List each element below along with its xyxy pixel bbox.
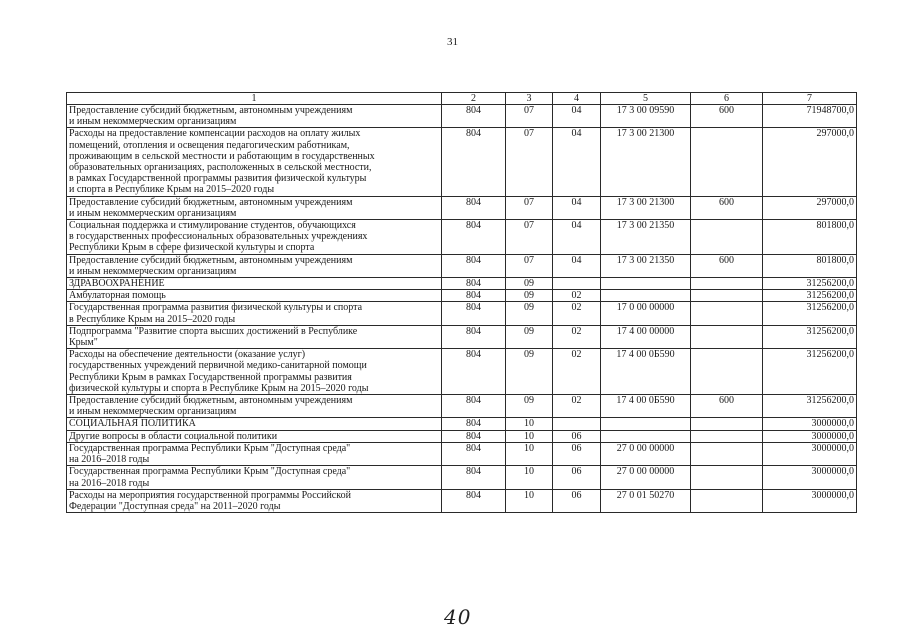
table-row (67, 302, 857, 325)
table-row (67, 395, 857, 418)
section-code: 07 (506, 196, 553, 219)
table-row (67, 349, 857, 395)
row-description-line: ЗДРАВООХРАНЕНИЕ (69, 278, 165, 290)
row-description (67, 325, 442, 348)
row-description (67, 466, 442, 489)
amount: 31256200,0 (763, 302, 857, 325)
expense-type-code (691, 220, 763, 255)
row-description-line: Социальная поддержка и стимулирование студентов, обучающихся (69, 220, 356, 232)
column-header: 2 (442, 93, 506, 105)
table-row (67, 254, 857, 277)
target-article-code: 27 0 01 50270 (601, 489, 691, 512)
ministry-code: 804 (442, 302, 506, 325)
row-description-line: помещений, отопления и освещения педагогическим работникам, (69, 139, 350, 151)
handwritten-folio-number: 40 (444, 605, 472, 629)
target-article-code (601, 430, 691, 442)
section-code: 09 (506, 395, 553, 418)
amount: 31256200,0 (763, 395, 857, 418)
subsection-code: 04 (553, 128, 601, 196)
target-article-code (601, 290, 691, 302)
subsection-code: 04 (553, 196, 601, 219)
target-article-code (601, 278, 691, 290)
ministry-code: 804 (442, 220, 506, 255)
section-code: 10 (506, 418, 553, 430)
table-row (67, 128, 857, 196)
subsection-code (553, 278, 601, 290)
column-header: 4 (553, 93, 601, 105)
expense-type-code (691, 442, 763, 465)
amount: 3000000,0 (763, 442, 857, 465)
target-article-code: 17 3 00 21350 (601, 254, 691, 277)
target-article-code: 17 3 00 21300 (601, 196, 691, 219)
ministry-code: 804 (442, 395, 506, 418)
subsection-code: 06 (553, 442, 601, 465)
section-code: 07 (506, 128, 553, 196)
amount: 801800,0 (763, 220, 857, 255)
amount: 31256200,0 (763, 290, 857, 302)
amount: 297000,0 (763, 128, 857, 196)
row-description-line: в Республике Крым на 2015–2020 годы (69, 313, 236, 325)
amount: 3000000,0 (763, 489, 857, 512)
amount: 31256200,0 (763, 278, 857, 290)
expense-type-code: 600 (691, 196, 763, 219)
amount: 31256200,0 (763, 349, 857, 395)
column-header: 7 (763, 93, 857, 105)
row-description (67, 302, 442, 325)
amount: 3000000,0 (763, 430, 857, 442)
subsection-code: 02 (553, 325, 601, 348)
row-description-line: Расходы на мероприятия государственной программы Российской (69, 489, 351, 501)
row-description-line: Амбулаторная помощь (69, 290, 166, 302)
row-description-line: на 2016–2018 годы (69, 454, 150, 466)
row-description-line: Крым" (69, 337, 98, 349)
expense-type-code (691, 128, 763, 196)
row-description-line: Государственная программа развития физической культуры и спорта (69, 302, 363, 314)
ministry-code: 804 (442, 325, 506, 348)
table-row (67, 442, 857, 465)
section-code: 09 (506, 325, 553, 348)
section-code: 09 (506, 290, 553, 302)
row-description-line: Республики Крым в сфере физической культуры и спорта (69, 242, 315, 254)
section-code: 10 (506, 430, 553, 442)
ministry-code: 804 (442, 196, 506, 219)
expense-type-code (691, 349, 763, 395)
column-header: 6 (691, 93, 763, 105)
expense-type-code (691, 466, 763, 489)
row-description (67, 254, 442, 277)
section-code: 10 (506, 442, 553, 465)
row-description-line: проживающим в сельской местности и работающим в государственных (69, 150, 375, 162)
expense-type-code (691, 302, 763, 325)
row-description (67, 128, 442, 196)
table-row (67, 278, 857, 290)
amount: 3000000,0 (763, 466, 857, 489)
row-description-line: физической культуры и спорта в Республике Крым на 2015–2020 годы (69, 382, 369, 394)
target-article-code (601, 418, 691, 430)
page-number: 31 (447, 36, 458, 48)
row-description-line: и иным некоммерческим организациям (69, 406, 237, 418)
section-code: 10 (506, 466, 553, 489)
expense-type-code (691, 430, 763, 442)
expense-type-code (691, 325, 763, 348)
row-description-line: и иным некоммерческим организациям (69, 116, 237, 128)
row-description (67, 278, 442, 290)
row-description (67, 196, 442, 219)
row-description-line: в государственных профессиональных образовательных учреждениях (69, 231, 368, 243)
row-description (67, 105, 442, 128)
row-description-line: в рамках Государственной программы развития физической культуры (69, 173, 367, 185)
row-description-line: Другие вопросы в области социальной политики (69, 430, 278, 442)
ministry-code: 804 (442, 489, 506, 512)
table-body (67, 105, 857, 513)
section-code: 09 (506, 278, 553, 290)
row-description (67, 430, 442, 442)
target-article-code: 17 4 00 0Б590 (601, 395, 691, 418)
row-description (67, 349, 442, 395)
row-description-line: Государственная программа Республики Крым "Доступная среда" (69, 466, 351, 478)
row-description-line: государственных учреждений первичной медико-санитарной помощи (69, 360, 367, 372)
row-description (67, 395, 442, 418)
target-article-code: 17 0 00 00000 (601, 302, 691, 325)
row-description (67, 489, 442, 512)
row-description-line: и спорта в Республике Крым на 2015–2020 годы (69, 184, 275, 196)
table-row (67, 105, 857, 128)
target-article-code: 17 3 00 09590 (601, 105, 691, 128)
subsection-code: 02 (553, 349, 601, 395)
amount: 3000000,0 (763, 418, 857, 430)
column-header: 3 (506, 93, 553, 105)
row-description-line: и иным некоммерческим организациям (69, 207, 237, 219)
subsection-code: 04 (553, 220, 601, 255)
section-code: 07 (506, 220, 553, 255)
target-article-code: 17 4 00 00000 (601, 325, 691, 348)
row-description-line: СОЦИАЛЬНАЯ ПОЛИТИКА (69, 418, 196, 430)
row-description (67, 220, 442, 255)
row-description-line: Подпрограмма "Развитие спорта высших достижений в Республике (69, 325, 358, 337)
ministry-code: 804 (442, 254, 506, 277)
subsection-code: 02 (553, 290, 601, 302)
ministry-code: 804 (442, 430, 506, 442)
expense-type-code (691, 418, 763, 430)
subsection-code (553, 418, 601, 430)
row-description-line: Предоставление субсидий бюджетным, автономным учреждениям (69, 395, 353, 407)
table-row (67, 290, 857, 302)
section-code: 10 (506, 489, 553, 512)
subsection-code: 04 (553, 105, 601, 128)
target-article-code: 17 4 00 0Б590 (601, 349, 691, 395)
row-description-line: Предоставление субсидий бюджетным, автономным учреждениям (69, 105, 353, 116)
table-row (67, 430, 857, 442)
section-code: 09 (506, 349, 553, 395)
subsection-code: 02 (553, 395, 601, 418)
target-article-code: 17 3 00 21300 (601, 128, 691, 196)
amount: 71948700,0 (763, 105, 857, 128)
target-article-code: 17 3 00 21350 (601, 220, 691, 255)
ministry-code: 804 (442, 105, 506, 128)
table-row (67, 466, 857, 489)
amount: 31256200,0 (763, 325, 857, 348)
target-article-code: 27 0 00 00000 (601, 442, 691, 465)
section-code: 09 (506, 302, 553, 325)
row-description-line: Федерации "Доступная среда" на 2011–2020 годы (69, 500, 281, 512)
row-description-line: Предоставление субсидий бюджетным, автономным учреждениям (69, 196, 353, 208)
expense-type-code (691, 290, 763, 302)
row-description-line: образовательных организациях, расположенных в сельской местности, (69, 162, 372, 174)
expense-type-code: 600 (691, 254, 763, 277)
row-description-line: и иным некоммерческим организациям (69, 265, 237, 277)
ministry-code: 804 (442, 442, 506, 465)
ministry-code: 804 (442, 466, 506, 489)
row-description (67, 418, 442, 430)
ministry-code: 804 (442, 349, 506, 395)
row-description-line: Республики Крым в рамках Государственной программы развития (69, 371, 352, 383)
ministry-code: 804 (442, 278, 506, 290)
column-header: 1 (67, 93, 442, 105)
subsection-code: 06 (553, 466, 601, 489)
row-description-line: Расходы на обеспечение деятельности (оказание услуг) (69, 349, 306, 361)
subsection-code: 02 (553, 302, 601, 325)
column-header: 5 (601, 93, 691, 105)
table-row (67, 325, 857, 348)
amount: 801800,0 (763, 254, 857, 277)
budget-table (66, 92, 857, 513)
ministry-code: 804 (442, 418, 506, 430)
section-code: 07 (506, 254, 553, 277)
subsection-code: 06 (553, 489, 601, 512)
expense-type-code (691, 278, 763, 290)
table-row (67, 220, 857, 255)
ministry-code: 804 (442, 290, 506, 302)
expense-type-code: 600 (691, 105, 763, 128)
row-description (67, 290, 442, 302)
section-code: 07 (506, 105, 553, 128)
subsection-code: 06 (553, 430, 601, 442)
subsection-code: 04 (553, 254, 601, 277)
amount: 297000,0 (763, 196, 857, 219)
expense-type-code (691, 489, 763, 512)
row-description-line: на 2016–2018 годы (69, 477, 150, 489)
table-row (67, 196, 857, 219)
target-article-code: 27 0 00 00000 (601, 466, 691, 489)
row-description-line: Расходы на предоставление компенсации расходов на оплату жилых (69, 128, 361, 140)
table-row (67, 489, 857, 512)
row-description-line: Предоставление субсидий бюджетным, автономным учреждениям (69, 254, 353, 266)
expense-type-code: 600 (691, 395, 763, 418)
table-row (67, 418, 857, 430)
ministry-code: 804 (442, 128, 506, 196)
row-description-line: Государственная программа Республики Крым "Доступная среда" (69, 442, 351, 454)
table-header-row (67, 93, 857, 105)
row-description (67, 442, 442, 465)
